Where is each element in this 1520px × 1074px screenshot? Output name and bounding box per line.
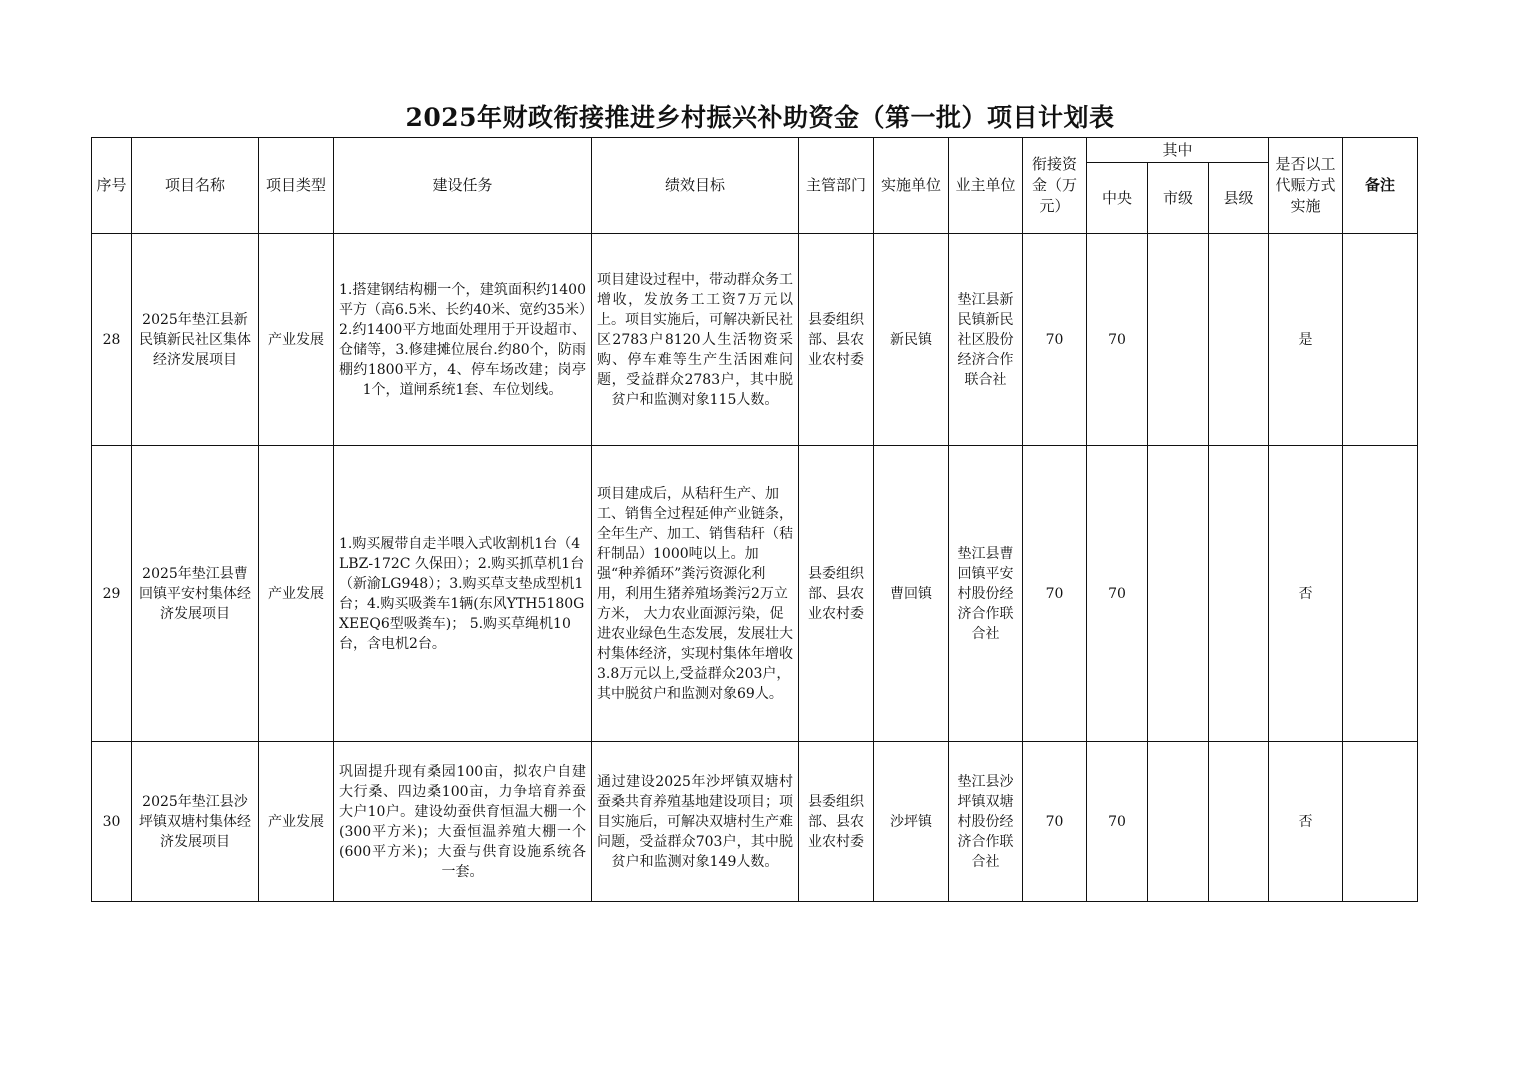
cell-city xyxy=(1148,234,1209,446)
cell-project-name: 2025年垫江县曹回镇平安村集体经济发展项目 xyxy=(132,446,259,742)
cell-remark xyxy=(1343,742,1418,902)
header-project-name: 项目名称 xyxy=(132,138,259,234)
cell-implementing-unit: 曹回镇 xyxy=(874,446,949,742)
table-header-row xyxy=(92,138,1418,163)
cell-city xyxy=(1148,446,1209,742)
cell-funds: 70 xyxy=(1023,446,1087,742)
header-remark: 备注 xyxy=(1343,138,1418,234)
cell-implementing-unit: 新民镇 xyxy=(874,234,949,446)
cell-construction-task: 1.搭建钢结构棚一个，建筑面积约1400平方（高6.5米、长约40米、宽约35米）2.约1400平方地面处理用于开设超市、仓储等，3.修建摊位展台.约80个，防雨棚约1800平方，4、停车场改建；岗亭1个，道闸系统1套、车位划线。 xyxy=(334,234,592,446)
project-plan-table xyxy=(91,137,1418,902)
cell-supervising-dept: 县委组织部、县农业农村委 xyxy=(799,742,874,902)
cell-performance-goal: 通过建设2025年沙坪镇双塘村蚕桑共育养殖基地建设项目；项目实施后，可解决双塘村生产难问题，受益群众703户，其中脱贫户和监测对象149人数。 xyxy=(592,742,799,902)
cell-central: 70 xyxy=(1087,234,1148,446)
cell-work-relief: 否 xyxy=(1269,446,1343,742)
cell-project-type: 产业发展 xyxy=(259,234,334,446)
header-performance-goal: 绩效目标 xyxy=(592,138,799,234)
cell-central: 70 xyxy=(1087,446,1148,742)
cell-work-relief: 否 xyxy=(1269,742,1343,902)
cell-supervising-dept: 县委组织部、县农业农村委 xyxy=(799,446,874,742)
cell-implementing-unit: 沙坪镇 xyxy=(874,742,949,902)
cell-project-name: 2025年垫江县沙坪镇双塘村集体经济发展项目 xyxy=(132,742,259,902)
cell-project-type: 产业发展 xyxy=(259,446,334,742)
table-row xyxy=(92,446,1418,742)
cell-work-relief: 是 xyxy=(1269,234,1343,446)
header-supervising-dept: 主管部门 xyxy=(799,138,874,234)
header-funds: 衔接资金（万元） xyxy=(1023,138,1087,234)
cell-performance-goal: 项目建设过程中，带动群众务工增收，发放务工工资7万元以上。项目实施后，可解决新民社区2783户8120人生活物资采购、停车难等生产生活困难问题，受益群众2783户，其中脱贫户和监测对象115人数。 xyxy=(592,234,799,446)
table-row xyxy=(92,742,1418,902)
cell-seq: 30 xyxy=(92,742,132,902)
cell-project-name: 2025年垫江县新民镇新民社区集体经济发展项目 xyxy=(132,234,259,446)
cell-owner-unit: 垫江县曹回镇平安村股份经济合作联合社 xyxy=(949,446,1023,742)
cell-project-type: 产业发展 xyxy=(259,742,334,902)
cell-construction-task: 巩固提升现有桑园100亩，拟农户自建大行桑、四边桑100亩，力争培育养蚕大户10户。建设幼蚕供育恒温大棚一个(300平方米)；大蚕恒温养殖大棚一个(600平方米)；大蚕与供育设施系统各一套。 xyxy=(334,742,592,902)
cell-seq: 28 xyxy=(92,234,132,446)
cell-seq: 29 xyxy=(92,446,132,742)
table-row xyxy=(92,234,1418,446)
cell-county xyxy=(1209,234,1269,446)
cell-owner-unit: 垫江县新民镇新民社区股份经济合作联合社 xyxy=(949,234,1023,446)
header-owner-unit: 业主单位 xyxy=(949,138,1023,234)
cell-remark xyxy=(1343,234,1418,446)
cell-county xyxy=(1209,446,1269,742)
cell-construction-task: 1.购买履带自走半喂入式收割机1台（4LBZ-172C 久保田）；2.购买抓草机1台（新渝LG948）；3.购买草支垫成型机1台；4.购买吸粪车1辆(东风YTH5180GXEEQ6型吸粪车)； 5.购买草绳机10台，含电机2台。 xyxy=(334,446,592,742)
header-county: 县级 xyxy=(1209,163,1269,234)
header-seq: 序号 xyxy=(92,138,132,234)
cell-performance-goal: 项目建成后，从秸秆生产、加工、销售全过程延伸产业链条，全年生产、加工、销售秸秆（秸秆制品）1000吨以上。加强“种养循环”粪污资源化利用，利用生猪养殖场粪污2万立方米， 大力农业面源污染，促进农业绿色生态发展，发展壮大村集体经济，实现村集体年增收3.8万元以上,受益群众203户，其中脱贫户和监测对象69人。 xyxy=(592,446,799,742)
cell-city xyxy=(1148,742,1209,902)
header-central: 中央 xyxy=(1087,163,1148,234)
header-among: 其中 xyxy=(1087,138,1269,163)
header-implementing-unit: 实施单位 xyxy=(874,138,949,234)
header-work-relief: 是否以工代赈方式实施 xyxy=(1269,138,1343,234)
header-city: 市级 xyxy=(1148,163,1209,234)
cell-central: 70 xyxy=(1087,742,1148,902)
cell-funds: 70 xyxy=(1023,234,1087,446)
cell-county xyxy=(1209,742,1269,902)
cell-supervising-dept: 县委组织部、县农业农村委 xyxy=(799,234,874,446)
header-construction-task: 建设任务 xyxy=(334,138,592,234)
cell-funds: 70 xyxy=(1023,742,1087,902)
page-title: 2025年财政衔接推进乡村振兴补助资金（第一批）项目计划表 xyxy=(405,103,1115,132)
cell-owner-unit: 垫江县沙坪镇双塘村股份经济合作联合社 xyxy=(949,742,1023,902)
header-project-type: 项目类型 xyxy=(259,138,334,234)
cell-remark xyxy=(1343,446,1418,742)
